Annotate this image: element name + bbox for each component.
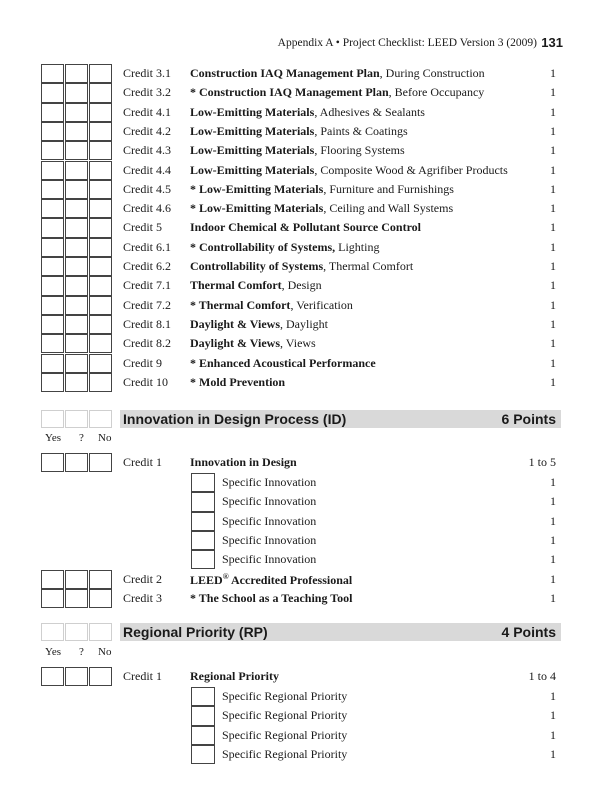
header-box: [65, 410, 88, 428]
credit-title: Daylight & Views: [190, 316, 280, 331]
checkbox-group: [41, 141, 113, 160]
credit-description: [190, 572, 352, 588]
checkbox-group: [41, 83, 113, 102]
yes-checkbox[interactable]: [41, 64, 64, 83]
credit-title: * Controllability of Systems,: [190, 239, 336, 254]
maybe-checkbox[interactable]: [65, 334, 88, 353]
credit-code: Credit 1: [123, 669, 162, 683]
credit-points: 1: [550, 181, 556, 196]
sub-item-points: 1: [550, 708, 556, 723]
sub-item-checkbox[interactable]: [191, 473, 215, 492]
checkbox-group: [41, 257, 113, 276]
no-checkbox[interactable]: [89, 238, 112, 257]
no-label: No: [98, 646, 112, 658]
checkbox-group: [41, 570, 113, 589]
yes-label: Yes: [45, 646, 62, 658]
credit-subtitle: , Flooring Systems: [314, 143, 405, 158]
yes-label: Yes: [45, 432, 62, 444]
credit-row: [0, 373, 601, 392]
credit-points: 1: [550, 374, 556, 389]
yes-checkbox[interactable]: [41, 570, 64, 589]
credit-row: [0, 570, 601, 589]
sub-item-row: [0, 726, 601, 745]
sub-item-row: [0, 492, 601, 511]
yes-maybe-no-labels: [41, 432, 121, 446]
credit-points: 1: [550, 162, 556, 177]
credit-points: 1: [550, 104, 556, 119]
credit-subtitle: , Furniture and Furnishings: [323, 181, 454, 196]
credit-points: 1: [550, 239, 556, 254]
credit-code: Credit 2: [123, 571, 162, 586]
credit-description: [190, 298, 353, 313]
yes-checkbox[interactable]: [41, 334, 64, 353]
credit-description: [190, 317, 328, 332]
credit-subtitle: , Composite Wood & Agrifiber Products: [314, 162, 508, 177]
credit-code: Credit 9: [123, 355, 162, 370]
credit-title: Thermal Comfort: [190, 278, 282, 293]
header-box: [65, 623, 88, 641]
credit-title: LEED: [190, 572, 223, 587]
yes-checkbox[interactable]: [41, 103, 64, 122]
sub-item-label: Specific Regional Priority: [222, 708, 348, 723]
credit-title: * Low-Emitting Materials: [190, 181, 324, 196]
credit-subtitle: , Adhesives & Sealants: [314, 104, 425, 119]
sub-item-checkbox[interactable]: [191, 745, 215, 764]
maybe-checkbox[interactable]: [65, 122, 88, 141]
page-number: 131: [541, 35, 563, 50]
sub-item-label: Specific Innovation: [222, 532, 317, 547]
yes-maybe-no-labels: [41, 646, 121, 660]
no-checkbox[interactable]: [89, 218, 112, 237]
credit-code: Credit 6.2: [123, 259, 171, 273]
credit-points: 1: [550, 259, 556, 273]
credit-points: 1: [550, 85, 556, 100]
maybe-checkbox[interactable]: [65, 218, 88, 237]
no-checkbox[interactable]: [89, 315, 112, 334]
sub-item-checkbox[interactable]: [191, 706, 215, 725]
maybe-checkbox[interactable]: [65, 570, 88, 589]
maybe-checkbox[interactable]: [65, 257, 88, 276]
credit-row: [0, 161, 601, 180]
maybe-checkbox[interactable]: [65, 315, 88, 334]
credit-subtitle: , Before Occupancy: [388, 85, 485, 100]
credit-row: [0, 199, 601, 218]
credit-description: [190, 455, 297, 470]
credit-title: Low-Emitting Materials: [190, 123, 315, 138]
checkbox-group: [41, 64, 113, 83]
credit-description: [190, 105, 425, 120]
yes-checkbox[interactable]: [41, 238, 64, 257]
credit-row: [0, 589, 601, 608]
no-checkbox[interactable]: [89, 257, 112, 276]
credit-row: [0, 83, 601, 102]
no-checkbox[interactable]: [89, 453, 112, 472]
no-checkbox[interactable]: [89, 334, 112, 353]
credit-code: Credit 3.2: [123, 85, 171, 100]
credit-points: 1: [550, 220, 556, 235]
credit-code: Credit 4.3: [123, 143, 171, 158]
credit-points: 1 to 4: [528, 669, 556, 683]
header-box: [41, 623, 64, 641]
sub-item-label: Specific Regional Priority: [222, 746, 348, 761]
yes-checkbox[interactable]: [41, 667, 64, 686]
yes-checkbox[interactable]: [41, 373, 64, 392]
credit-title: * Mold Prevention: [190, 374, 286, 389]
credit-description: [190, 278, 322, 293]
credit-title: Indoor Chemical & Pollutant Source Control: [190, 220, 422, 235]
section-title: Innovation in Design Process (ID): [123, 411, 347, 427]
sub-item-points: 1: [550, 727, 556, 742]
credit-row: [0, 667, 601, 686]
section-title-bar: [120, 623, 561, 641]
checkbox-group: [41, 103, 113, 122]
maybe-checkbox[interactable]: [65, 667, 88, 686]
credit-row: [0, 296, 601, 315]
yes-checkbox[interactable]: [41, 218, 64, 237]
sub-item-checkbox[interactable]: [191, 531, 215, 550]
credit-title-rest: Accredited Professional: [228, 572, 353, 587]
checkbox-group: [41, 122, 113, 141]
credit-title: Regional Priority: [190, 669, 279, 683]
sub-item-checkbox[interactable]: [191, 492, 215, 511]
credit-code: Credit 8.2: [123, 336, 171, 351]
credit-description: [190, 259, 413, 274]
checkbox-group: [41, 199, 113, 218]
maybe-checkbox[interactable]: [65, 64, 88, 83]
credit-row: [0, 218, 601, 237]
yes-checkbox[interactable]: [41, 257, 64, 276]
credit-subtitle: , Verification: [290, 297, 353, 312]
credit-description: [190, 240, 379, 255]
yes-checkbox[interactable]: [41, 453, 64, 472]
sub-item-points: 1: [550, 513, 556, 528]
credit-description: [190, 163, 508, 178]
no-checkbox[interactable]: [89, 64, 112, 83]
no-checkbox[interactable]: [89, 296, 112, 315]
yes-checkbox[interactable]: [41, 83, 64, 102]
sub-item-points: 1: [550, 746, 556, 761]
credit-description: [190, 336, 316, 351]
maybe-checkbox[interactable]: [65, 180, 88, 199]
sub-item-points: 1: [550, 494, 556, 509]
yes-checkbox[interactable]: [41, 315, 64, 334]
credit-code: Credit 4.6: [123, 201, 171, 216]
yes-checkbox[interactable]: [41, 589, 64, 608]
checkbox-group: [41, 453, 113, 472]
sub-item-label: Specific Innovation: [222, 552, 317, 567]
credit-description: [190, 85, 484, 100]
credit-row: [0, 122, 601, 141]
sub-item-checkbox[interactable]: [191, 726, 215, 745]
credit-code: Credit 4.4: [123, 162, 171, 177]
maybe-checkbox[interactable]: [65, 161, 88, 180]
sub-item-row: [0, 512, 601, 531]
sub-item-label: Specific Innovation: [222, 475, 317, 489]
sub-item-row: [0, 550, 601, 569]
yes-checkbox[interactable]: [41, 161, 64, 180]
credit-row: [0, 315, 601, 334]
maybe-checkbox[interactable]: [65, 276, 88, 295]
sub-item-label: Specific Regional Priority: [222, 727, 348, 742]
checkbox-group: [41, 373, 113, 392]
credit-points: 1: [550, 66, 556, 80]
no-checkbox[interactable]: [89, 373, 112, 392]
maybe-checkbox[interactable]: [65, 83, 88, 102]
credit-code: Credit 7.2: [123, 297, 171, 312]
page-header: [0, 35, 601, 55]
credit-row: [0, 257, 601, 276]
credit-code: Credit 3.1: [123, 66, 171, 80]
credit-subtitle: , Views: [280, 336, 316, 351]
maybe-label: ?: [79, 432, 84, 444]
credit-points: 1: [550, 297, 556, 312]
sub-item-label: Specific Innovation: [222, 513, 317, 528]
sub-item-points: 1: [550, 689, 556, 703]
sub-item-points: 1: [550, 532, 556, 547]
credit-points: 1: [550, 143, 556, 158]
credit-description: [190, 124, 408, 139]
yes-checkbox[interactable]: [41, 296, 64, 315]
no-checkbox[interactable]: [89, 180, 112, 199]
yes-checkbox[interactable]: [41, 199, 64, 218]
yes-checkbox[interactable]: [41, 276, 64, 295]
credit-description: [190, 201, 453, 216]
yes-checkbox[interactable]: [41, 180, 64, 199]
checkbox-group: [41, 667, 113, 686]
no-checkbox[interactable]: [89, 122, 112, 141]
sub-item-label: Specific Regional Priority: [222, 689, 348, 703]
credit-title: * Enhanced Acoustical Performance: [190, 355, 376, 370]
maybe-checkbox[interactable]: [65, 296, 88, 315]
credit-points: 1 to 5: [528, 455, 556, 469]
section-points: 4 Points: [501, 624, 556, 640]
credit-row: [0, 103, 601, 122]
credit-subtitle: , Design: [281, 278, 322, 293]
credit-code: Credit 4.5: [123, 181, 171, 196]
credit-row: [0, 276, 601, 295]
credit-subtitle: , During Construction: [379, 66, 485, 80]
sub-item-checkbox[interactable]: [191, 687, 215, 706]
credit-description: [190, 182, 454, 197]
checkbox-group: [41, 334, 113, 353]
credit-title: * The School as a Teaching Tool: [190, 590, 353, 605]
sub-item-row: [0, 706, 601, 725]
section-header-id: [41, 410, 561, 428]
section-header-boxes: [41, 623, 113, 641]
section-header-rp: [41, 623, 561, 641]
checkbox-group: [41, 589, 113, 608]
credit-row: [0, 64, 601, 83]
no-checkbox[interactable]: [89, 199, 112, 218]
credit-title: Low-Emitting Materials: [190, 104, 315, 119]
credit-subtitle: , Ceiling and Wall Systems: [323, 201, 454, 216]
sub-item-row: [0, 531, 601, 550]
maybe-checkbox[interactable]: [65, 238, 88, 257]
section-title: Regional Priority (RP): [123, 624, 268, 640]
checkbox-group: [41, 315, 113, 334]
credit-points: 1: [550, 355, 556, 370]
maybe-checkbox[interactable]: [65, 453, 88, 472]
sub-item-points: 1: [550, 552, 556, 567]
credit-title: Daylight & Views: [190, 336, 280, 351]
running-title: Appendix A • Project Checklist: LEED Version 3 (2009): [277, 37, 537, 49]
credit-code: Credit 4.1: [123, 104, 171, 119]
sub-item-row: [0, 745, 601, 764]
credit-description: [190, 220, 421, 235]
credit-row: [0, 238, 601, 257]
credit-description: [190, 669, 279, 684]
registered-mark: ®: [222, 571, 229, 581]
maybe-label: ?: [79, 646, 84, 658]
credit-description: [190, 375, 285, 390]
sub-item-label: Specific Innovation: [222, 494, 317, 509]
credit-code: Credit 6.1: [123, 239, 171, 254]
sub-item-points: 1: [550, 475, 556, 489]
no-checkbox[interactable]: [89, 161, 112, 180]
credit-points: 1: [550, 590, 556, 605]
credit-title: * Construction IAQ Management Plan: [190, 85, 389, 100]
credit-row: [0, 453, 601, 472]
credit-code: Credit 1: [123, 455, 162, 469]
credit-code: Credit 10: [123, 374, 168, 389]
section-title-bar: [120, 410, 561, 428]
checkbox-group: [41, 180, 113, 199]
no-checkbox[interactable]: [89, 83, 112, 102]
maybe-checkbox[interactable]: [65, 199, 88, 218]
yes-checkbox[interactable]: [41, 354, 64, 373]
credit-title: Controllability of Systems: [190, 259, 324, 273]
header-box: [89, 623, 112, 641]
maybe-checkbox[interactable]: [65, 589, 88, 608]
credit-points: 1: [550, 123, 556, 138]
no-checkbox[interactable]: [89, 276, 112, 295]
no-checkbox[interactable]: [89, 141, 112, 160]
credit-description: [190, 66, 485, 81]
maybe-checkbox[interactable]: [65, 373, 88, 392]
maybe-checkbox[interactable]: [65, 354, 88, 373]
credit-description: [190, 143, 405, 158]
credit-description: [190, 591, 353, 606]
credit-code: Credit 3: [123, 590, 162, 605]
credit-title: Low-Emitting Materials: [190, 143, 315, 158]
credit-title: Innovation in Design: [190, 455, 297, 469]
credit-points: 1: [550, 336, 556, 351]
checkbox-group: [41, 161, 113, 180]
header-box: [41, 410, 64, 428]
credit-code: Credit 5: [123, 220, 162, 235]
credit-row: [0, 180, 601, 199]
no-label: No: [98, 432, 112, 444]
sub-item-row: [0, 687, 601, 706]
credit-title: Construction IAQ Management Plan: [190, 66, 380, 80]
no-checkbox[interactable]: [89, 354, 112, 373]
no-checkbox[interactable]: [89, 570, 112, 589]
maybe-checkbox[interactable]: [65, 141, 88, 160]
checkbox-group: [41, 238, 113, 257]
no-checkbox[interactable]: [89, 103, 112, 122]
maybe-checkbox[interactable]: [65, 103, 88, 122]
section-header-boxes: [41, 410, 113, 428]
credit-title: * Thermal Comfort: [190, 297, 291, 312]
checkbox-group: [41, 354, 113, 373]
credit-row: [0, 354, 601, 373]
yes-checkbox[interactable]: [41, 122, 64, 141]
credit-code: Credit 8.1: [123, 316, 171, 331]
sub-item-row: [0, 473, 601, 492]
credit-row: [0, 334, 601, 353]
checkbox-group: [41, 296, 113, 315]
no-checkbox[interactable]: [89, 589, 112, 608]
credit-row: [0, 141, 601, 160]
credit-points: 1: [550, 571, 556, 586]
credit-title: * Low-Emitting Materials: [190, 201, 324, 216]
credit-subtitle: , Daylight: [280, 316, 328, 331]
credit-subtitle: , Thermal Comfort: [323, 259, 414, 273]
credit-description: [190, 356, 376, 371]
yes-checkbox[interactable]: [41, 141, 64, 160]
checkbox-group: [41, 218, 113, 237]
credit-subtitle: , Paints & Coatings: [314, 123, 408, 138]
credit-title: Low-Emitting Materials: [190, 162, 315, 177]
credit-points: 1: [550, 316, 556, 331]
credit-subtitle: Lighting: [335, 239, 380, 254]
sub-item-checkbox[interactable]: [191, 512, 215, 531]
credit-code: Credit 7.1: [123, 278, 171, 293]
credit-points: 1: [550, 201, 556, 216]
no-checkbox[interactable]: [89, 667, 112, 686]
credit-points: 1: [550, 278, 556, 293]
header-box: [89, 410, 112, 428]
sub-item-checkbox[interactable]: [191, 550, 215, 569]
checkbox-group: [41, 276, 113, 295]
credit-code: Credit 4.2: [123, 123, 171, 138]
section-points: 6 Points: [501, 411, 556, 427]
